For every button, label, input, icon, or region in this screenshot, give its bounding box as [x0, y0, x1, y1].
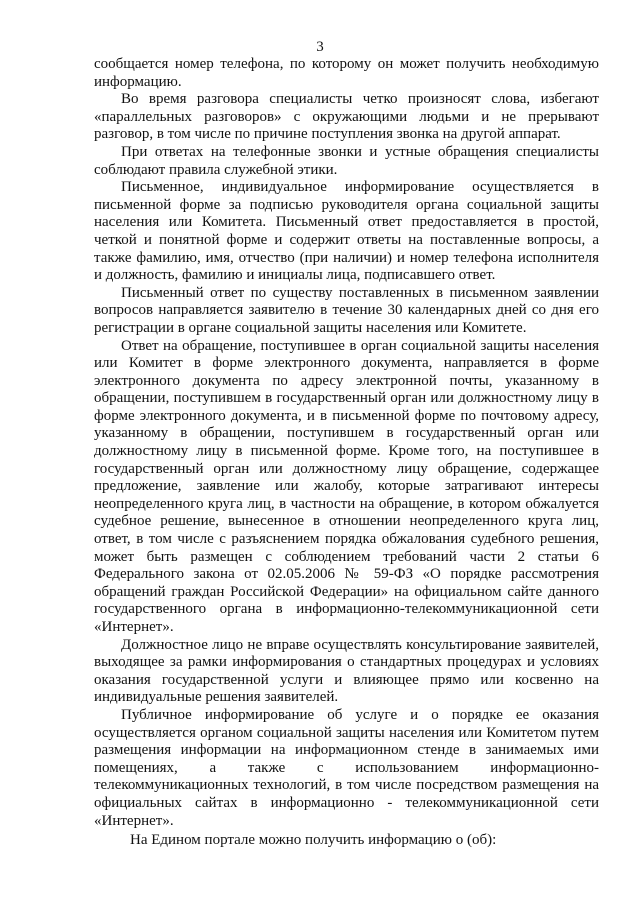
paragraph-unified-portal: На Едином портале можно получить информацию о (об):: [130, 832, 497, 849]
document-body: [94, 56, 599, 850]
paragraph-service-ethics: При ответах на телефонные звонки и устные обращения специалисты соблюдают правила служебной этики.: [94, 143, 599, 178]
paragraph-consulting-limits: Должностное лицо не вправе осуществлять консультирование заявителей, выходящее за рамки информирования о стандартных процедурах и условиях оказания государственной услуги и влияющее прямо или косвенно на индивидуальные решения заявителей.: [94, 636, 599, 706]
paragraph-written-response-term: Письменный ответ по существу поставленных в письменном заявлении вопросов направляется заявителю в течение 30 календарных дней со дня его регистрации в органе социальной защиты населения или Комитете.: [94, 284, 599, 336]
paragraph-electronic-response: Ответ на обращение, поступившее в орган социальной защиты населения или Комитет в форме электронного документа, направляется в форме электронного документа по адресу электронной почты, указанному в обращении, поступившем в государственный орган или должностному лицу в форме электронного документа, и в письменной форме по почтовому адресу, указанному в обращении, поступившем в государственный орган или должностному лицу в письменной форме. Кроме того, на поступившее в государственный орган или должностному лицу обращение, содержащее предложение, заявление или жалобу, которые затрагивают интересы неопределенного круга лиц, в частности на обращение, в котором обжалуется судебное решение, вынесенное в отношении неопределенного круга лиц, ответ, в том числе с разъяснением порядка обжалования судебного решения, может быть размещен с соблюдением требований части 2 статьи 6 Федерального закона от 02.05.2006 № 59-ФЗ «О порядке рассмотрения обращений граждан Российской Федерации» на официальном сайте данного государственного органа в информационно-телекоммуникационной сети «Интернет».: [94, 337, 599, 635]
paragraph-written-informing: Письменное, индивидуальное информирование осуществляется в письменной форме за подписью руководителя органа социальной защиты населения или Комитета. Письменный ответ предоставляется в простой, четкой и понятной форме и содержит ответы на поставленные вопросы, а также фамилию, имя, отчество (при наличии) и номер телефона исполнителя и должность, фамилию и инициалы лица, подписавшего ответ.: [94, 179, 599, 284]
paragraph-public-informing: Публичное информирование об услуге и о порядке ее оказания осуществляется органом социальной защиты населения или Комитетом путем размещения информации на информационном стенде в занимаемых ими помещениях, а также с использованием информационно-телекоммуникационных технологий, в том числе посредством размещения на официальных сайтах в информационно - телекоммуникационной сети «Интернет».: [94, 706, 599, 829]
paragraph-conversation-rules: Во время разговора специалисты четко произносят слова, избегают «параллельных разговоров» с окружающими людьми и не прерывают разговор, в том числе по причине поступления звонка на другой аппарат.: [94, 91, 599, 143]
paragraph-phone-info: сообщается номер телефона, по которому он может получить необходимую информацию.: [94, 56, 599, 90]
page-number: 3: [316, 39, 324, 55]
